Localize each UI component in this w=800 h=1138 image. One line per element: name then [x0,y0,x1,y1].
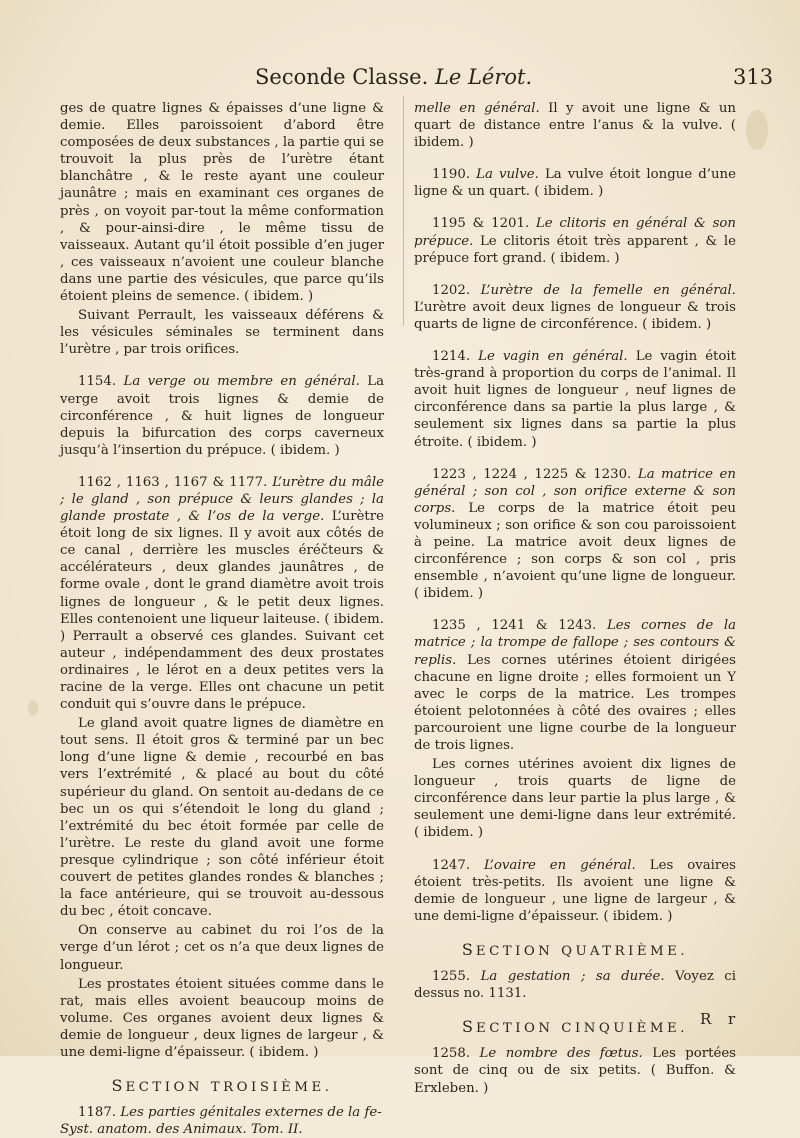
running-head [0,62,800,92]
entry-1190: 1190. La vulve. La vulve étoit longue d’une ligne & un quart. ( ibidem. ) [414,167,736,200]
paragraph: Le gland avoit quatre lignes de diamètre en tout sens. Il étoit gros & terminé par un bec long d’une ligne & demie , recourbé en bas vers l’extrémité , & placé au bout du côté supérieur du gland. On sentoit au-dedans de ce bec un os qui s’étendoit le long du gland ; l’extrémité du bec étoit formée par celle de l’urètre. Le reste du gland avoit une forme presque cylindrique ; son côté inférieur étoit couvert de petites glandes rondes & blanches ; la face antérieure, qui se trouvoit au-dessous du bec , étoit concave. [60,716,384,920]
entry-1214: 1214. Le vagin en général. Le vagin étoit très-grand à proportion du corps de l’animal. Il avoit huit lignes de longueur , neuf lignes de circonférence dans sa partie la plus large , & seulement six lignes dans sa partie la plus étroite. ( ibidem. ) [414,349,737,450]
signature-mark: R r [700,1010,742,1028]
section-heading-3: SECTION TROISIÈME. [111,1076,333,1096]
entry-1162: 1162 , 1163 , 1167 & 1177. L’urètre du mâle ; le gland , son prépuce & leurs glandes ; la glande prostate , & l’os de la verge. L’urètre étoit long de six lignes. Il y avoit aux côtés de ce canal , derrière les muscles éréčteurs & accélérateurs , deux glandes jaunâtres , de forme ovale , dont le grand diamètre avoit trois lignes de longueur , & le petit deux lignes. Elles contenoient une liqueur laiteuse. ( ibidem. ) Perrault a observé ces glandes. Suivant cet auteur , indépendamment des deux prostates ordinaires , le lérot en a deux petites vers la racine de la verge. Elles ont chacune un petit conduit qui s’ouvre dans le prépuce. [60,474,385,713]
left-column [60,100,384,1138]
paragraph: Suivant Perrault, les vaisseaux déférens & les vésicules séminales se terminent dans l’urètre , par trois orifices. [60,308,384,358]
paragraph: ges de quatre lignes & épaisses d’une ligne & demie. Elles paroissoient d’abord être composées de deux substances , la partie qui se trouvoit la plus près de l’urètre étant blanchâtre , & le reste ayant une couleur jaunâtre ; mais en examinant ces organes de près , on voyoit par-tout la même conformation , & pour-ainsi-dire , le même tissu de vaisseaux. Autant qu’il étoit possible d’en juger , ces vaisseaux n’avoient une couleur blanche dans une partie des vésicules, que parce qu’ils étoient pleins de semence. ( ibidem. ) [60,101,384,305]
entry-1187: 1187. Les parties génitales externes de la fe- [78,1105,382,1121]
entry-1235: 1235 , 1241 & 1243. Les cornes de la matrice ; la trompe de fallope ; ses contours & replis. Les cornes utérines étoient dirigées chacune en ligne droite ; elles formoient un Y avec le corps de la matrice. Les trompes étoient pelotonnées à côté des ovaires ; elles parcouroient une ligne courbe de la longueur de trois lignes. [414,618,736,753]
entry-1202: 1202. L’urètre de la femelle en général. L’urètre avoit deux lignes de longueur & trois quarts de ligne de circonférence. ( ibidem. ) [414,282,737,332]
paragraph: On conserve au cabinet du roi l’os de la verge d’un lérot ; cet os n’a que deux lignes de longueur. [60,923,384,973]
entry-1255: 1255. La gestation ; sa durée. Voyez ci dessus no. 1131. [414,969,737,1002]
column-divider [403,96,404,326]
entry-1247: 1247. L’ovaire en général. Les ovaires étoient très-petits. Ils avoient une ligne & demie de longueur , une ligne de largeur , & une demi-ligne d’épaisseur. ( ibidem. ) [414,857,736,924]
footnote: Syst. anatom. des Animaux. Tom. II. [60,1122,303,1138]
paragraph: Les prostates étoient situées comme dans le rat, mais elles avoient beaucoup moins de volume. Ces organes avoient deux lignes & demie de longueur , deux lignes de largeur , & une demi-ligne d’épaisseur. ( ibidem. ) [60,976,384,1060]
foxing-stain [28,700,38,716]
entry-continuation: melle en général. Il y avoit une ligne & un quart de distance entre l’anus & la vulve. ( ibidem. ) [414,101,736,151]
section-heading-4: SECTION QUATRIÈME. [461,939,689,959]
entry-1258: 1258. Le nombre des fœtus. Les portées sont de cinq ou de six petits. ( Buffon. & Erxleben. ) [414,1046,737,1096]
right-column [414,100,736,1097]
entry-1223: 1223 , 1224 , 1225 & 1230. La matrice en général ; son col , son orifice externe & son corps. Le corps de la matrice étoit peu volumineux ; son orifice & son cou paroissoient à peine. La matrice avoit deux lignes de circonférence ; son corps & son col , pris ensemble , n’avoient qu’une ligne de longueur. ( ibidem. ) [414,466,736,602]
entry-1154: 1154. La verge ou membre en général. La verge avoit trois lignes & demie de circonférence , & huit lignes de longueur depuis la bifurcation des corps caverneux jusqu’à l’insertion du prépuce. ( ibidem. ) [60,374,385,458]
section-heading-5: SECTION CINQUIÈME. [462,1017,688,1037]
entry-1195: 1195 & 1201. Le clitoris en général & son prépuce. Le clitoris étoit très apparent , & le prépuce fort grand. ( ibidem. ) [414,216,736,266]
paragraph: Les cornes utérines avoient dix lignes de longueur , trois quarts de ligne de circonférence dans leur partie la plus large , & seulement une demi-ligne dans leur extrémité. ( ibidem. ) [414,757,736,841]
page-title: Seconde Classe. Le Lérot. [255,65,533,89]
page-number: 313 [733,65,774,89]
foxing-stain [746,110,768,150]
